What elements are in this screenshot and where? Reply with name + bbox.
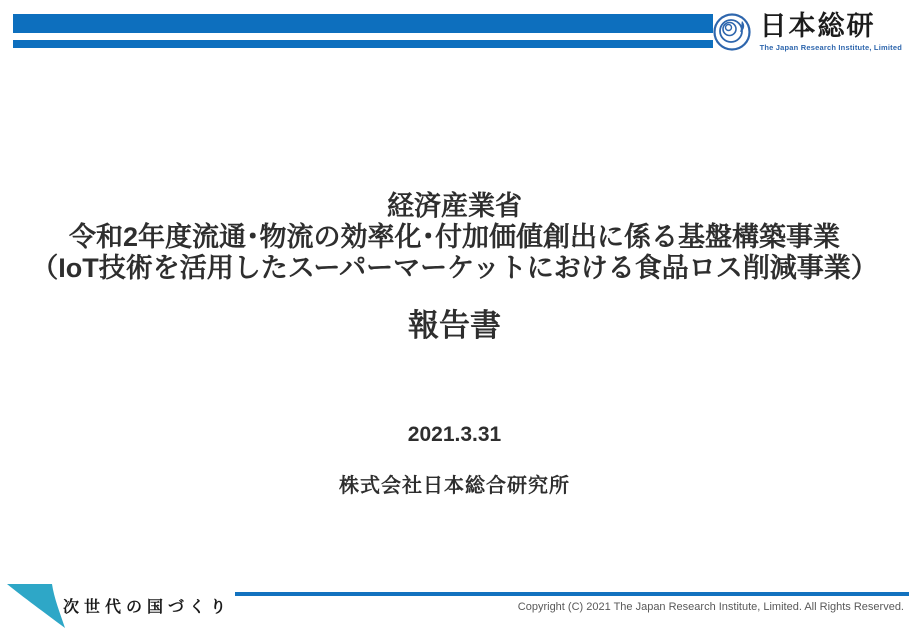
top-bar-thin (13, 40, 713, 48)
title-line-subproject: （IoT技術を活用したスーパーマーケットにおける食品ロス削減事業） (31, 253, 878, 283)
title-line-project: 令和2年度流通･物流の効率化･付加価値創出に係る基盤構築事業 (68, 222, 840, 252)
title-line-ministry: 経済産業省 (387, 191, 522, 221)
logo-name-english: The Japan Research Institute, Limited (759, 43, 902, 52)
logo-text (760, 11, 902, 52)
footer-divider-line (235, 592, 909, 596)
teal-pennant-shape (7, 583, 67, 629)
jri-spiral-logo-icon (712, 12, 752, 52)
footer-slogan: 次世代の国づくり (63, 599, 232, 616)
company-name: 株式会社日本総合研究所 (339, 475, 570, 497)
report-label: 報告書 (408, 308, 501, 343)
logo-name-japanese: 日本総研 (759, 11, 876, 41)
meta-block (0, 423, 909, 498)
copyright-text: Copyright (C) 2021 The Japan Research Institute, Limited. All Rights Reserved. (517, 601, 904, 613)
title-block (0, 191, 909, 345)
report-date: 2021.3.31 (407, 423, 502, 446)
jri-logo (712, 11, 902, 52)
top-bar-thick (13, 14, 713, 33)
